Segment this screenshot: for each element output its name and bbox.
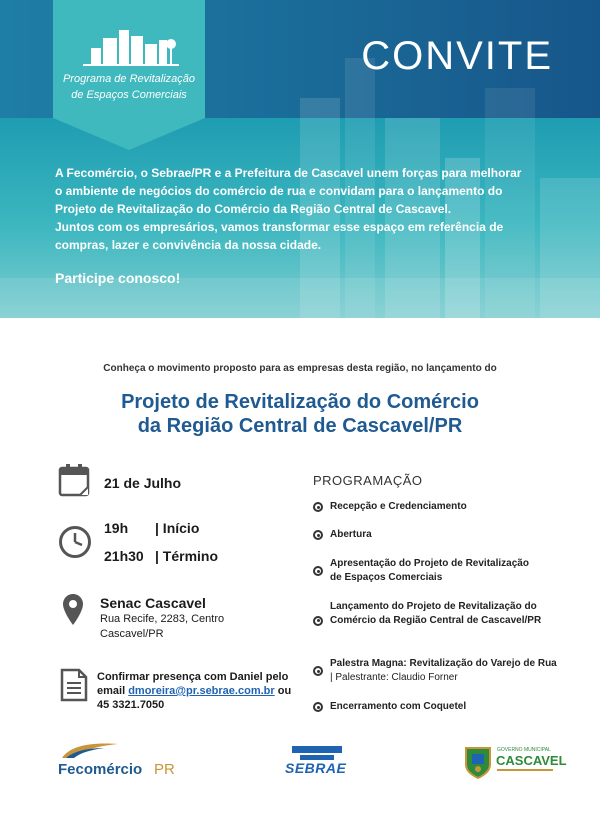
intro-text (55, 164, 525, 254)
cascavel-name: CASCAVEL (496, 753, 567, 768)
event-title (60, 390, 540, 438)
venue-address1: Rua Recife, 2283, Centro (100, 613, 225, 625)
cascavel-gov-label: GOVERNO MUNICIPAL (497, 747, 551, 753)
rsvp-or: ou (277, 685, 292, 697)
event-title-line1: Projeto de Revitalização do Comércio (121, 391, 479, 413)
program-item (313, 528, 558, 542)
rsvp (97, 670, 297, 712)
event-date: 21 de Julho (104, 475, 182, 491)
sebrae-name: SEBRAE (285, 760, 347, 776)
calendar-icon (58, 463, 90, 497)
program-item (313, 557, 558, 585)
bullet-icon (313, 566, 323, 576)
document-icon (60, 668, 88, 702)
cascavel-underline (497, 769, 553, 771)
program-heading: PROGRAMAÇÃO (313, 473, 423, 488)
cascavel-crest-icon (463, 745, 493, 779)
program-item (313, 600, 558, 641)
fecomercio-swoosh-icon (60, 742, 120, 760)
sebrae-logo (282, 744, 352, 776)
program-item-text: Abertura (330, 529, 372, 540)
hero-banner (0, 0, 600, 318)
end-time: 21h30 (104, 548, 144, 564)
venue-name: Senac Cascavel (100, 595, 206, 611)
intro-paragraph-1: A Fecomércio, o Sebrae/PR e a Prefeitura de Cascavel unem forças para melhorar o ambiente de negócios do comércio de rua e convidam para o lançamento do Projeto de Revitalização do Comércio da Região Central de Cascavel. (55, 166, 522, 216)
fecomercio-state: PR (154, 761, 175, 778)
bullet-icon (313, 666, 323, 676)
event-title-line2: da Região Central de Cascavel/PR (137, 415, 463, 437)
program-item (313, 657, 558, 685)
start-label: | Início (155, 520, 200, 536)
program-item-text: Palestra Magna: Revitalização do Varejo de Rua (330, 658, 557, 669)
program-item-separator: | (330, 671, 333, 683)
badge-line1: Programa de Revitalização (62, 73, 196, 85)
clock-icon (58, 525, 92, 559)
end-label: | Término (155, 548, 219, 564)
program-item-extra: Palestrante: Claudio Forner (335, 671, 458, 683)
location-pin-icon (62, 593, 84, 627)
program-item-text: Recepção e Credenciamento (330, 501, 467, 512)
program-item (313, 700, 558, 714)
bullet-icon (313, 702, 323, 712)
venue-address2: Cascavel/PR (100, 628, 164, 640)
event-subtitle: Conheça o movimento proposto para as empresas desta região, no lançamento do (103, 363, 497, 374)
program-item-text: Encerramento com Coquetel (330, 701, 467, 712)
program-item-text: Lançamento do Projeto de Revitalização do Comércio da Região Central de Cascavel/PR (330, 601, 542, 626)
page-title: CONVITE (361, 34, 553, 78)
intro-paragraph-2: Juntos com os empresários, vamos transformar esse espaço em referência de compras, lazer e convivência da nossa cidade. (55, 220, 504, 252)
rsvp-line1: Confirmar presença com Daniel pelo (97, 671, 289, 683)
start-time: 19h (104, 520, 129, 536)
call-to-action: Participe conosco! (55, 270, 181, 286)
rsvp-email-prefix: email (97, 685, 126, 697)
bullet-icon (313, 616, 323, 626)
program-item-text: Apresentação do Projeto de Revitalização de Espaços Comerciais (330, 558, 529, 583)
rsvp-email-link[interactable]: dmoreira@pr.sebrae.com.br (128, 685, 275, 697)
program-item (313, 500, 558, 514)
bullet-icon (313, 530, 323, 540)
program-badge (53, 0, 205, 150)
cascavel-logo (463, 743, 567, 783)
fecomercio-logo (58, 742, 198, 782)
fecomercio-name: Fecomércio (58, 761, 143, 778)
bullet-icon (313, 502, 323, 512)
badge-line2: de Espaços Comerciais (71, 89, 187, 101)
rsvp-phone: 45 3321.7050 (97, 699, 165, 711)
